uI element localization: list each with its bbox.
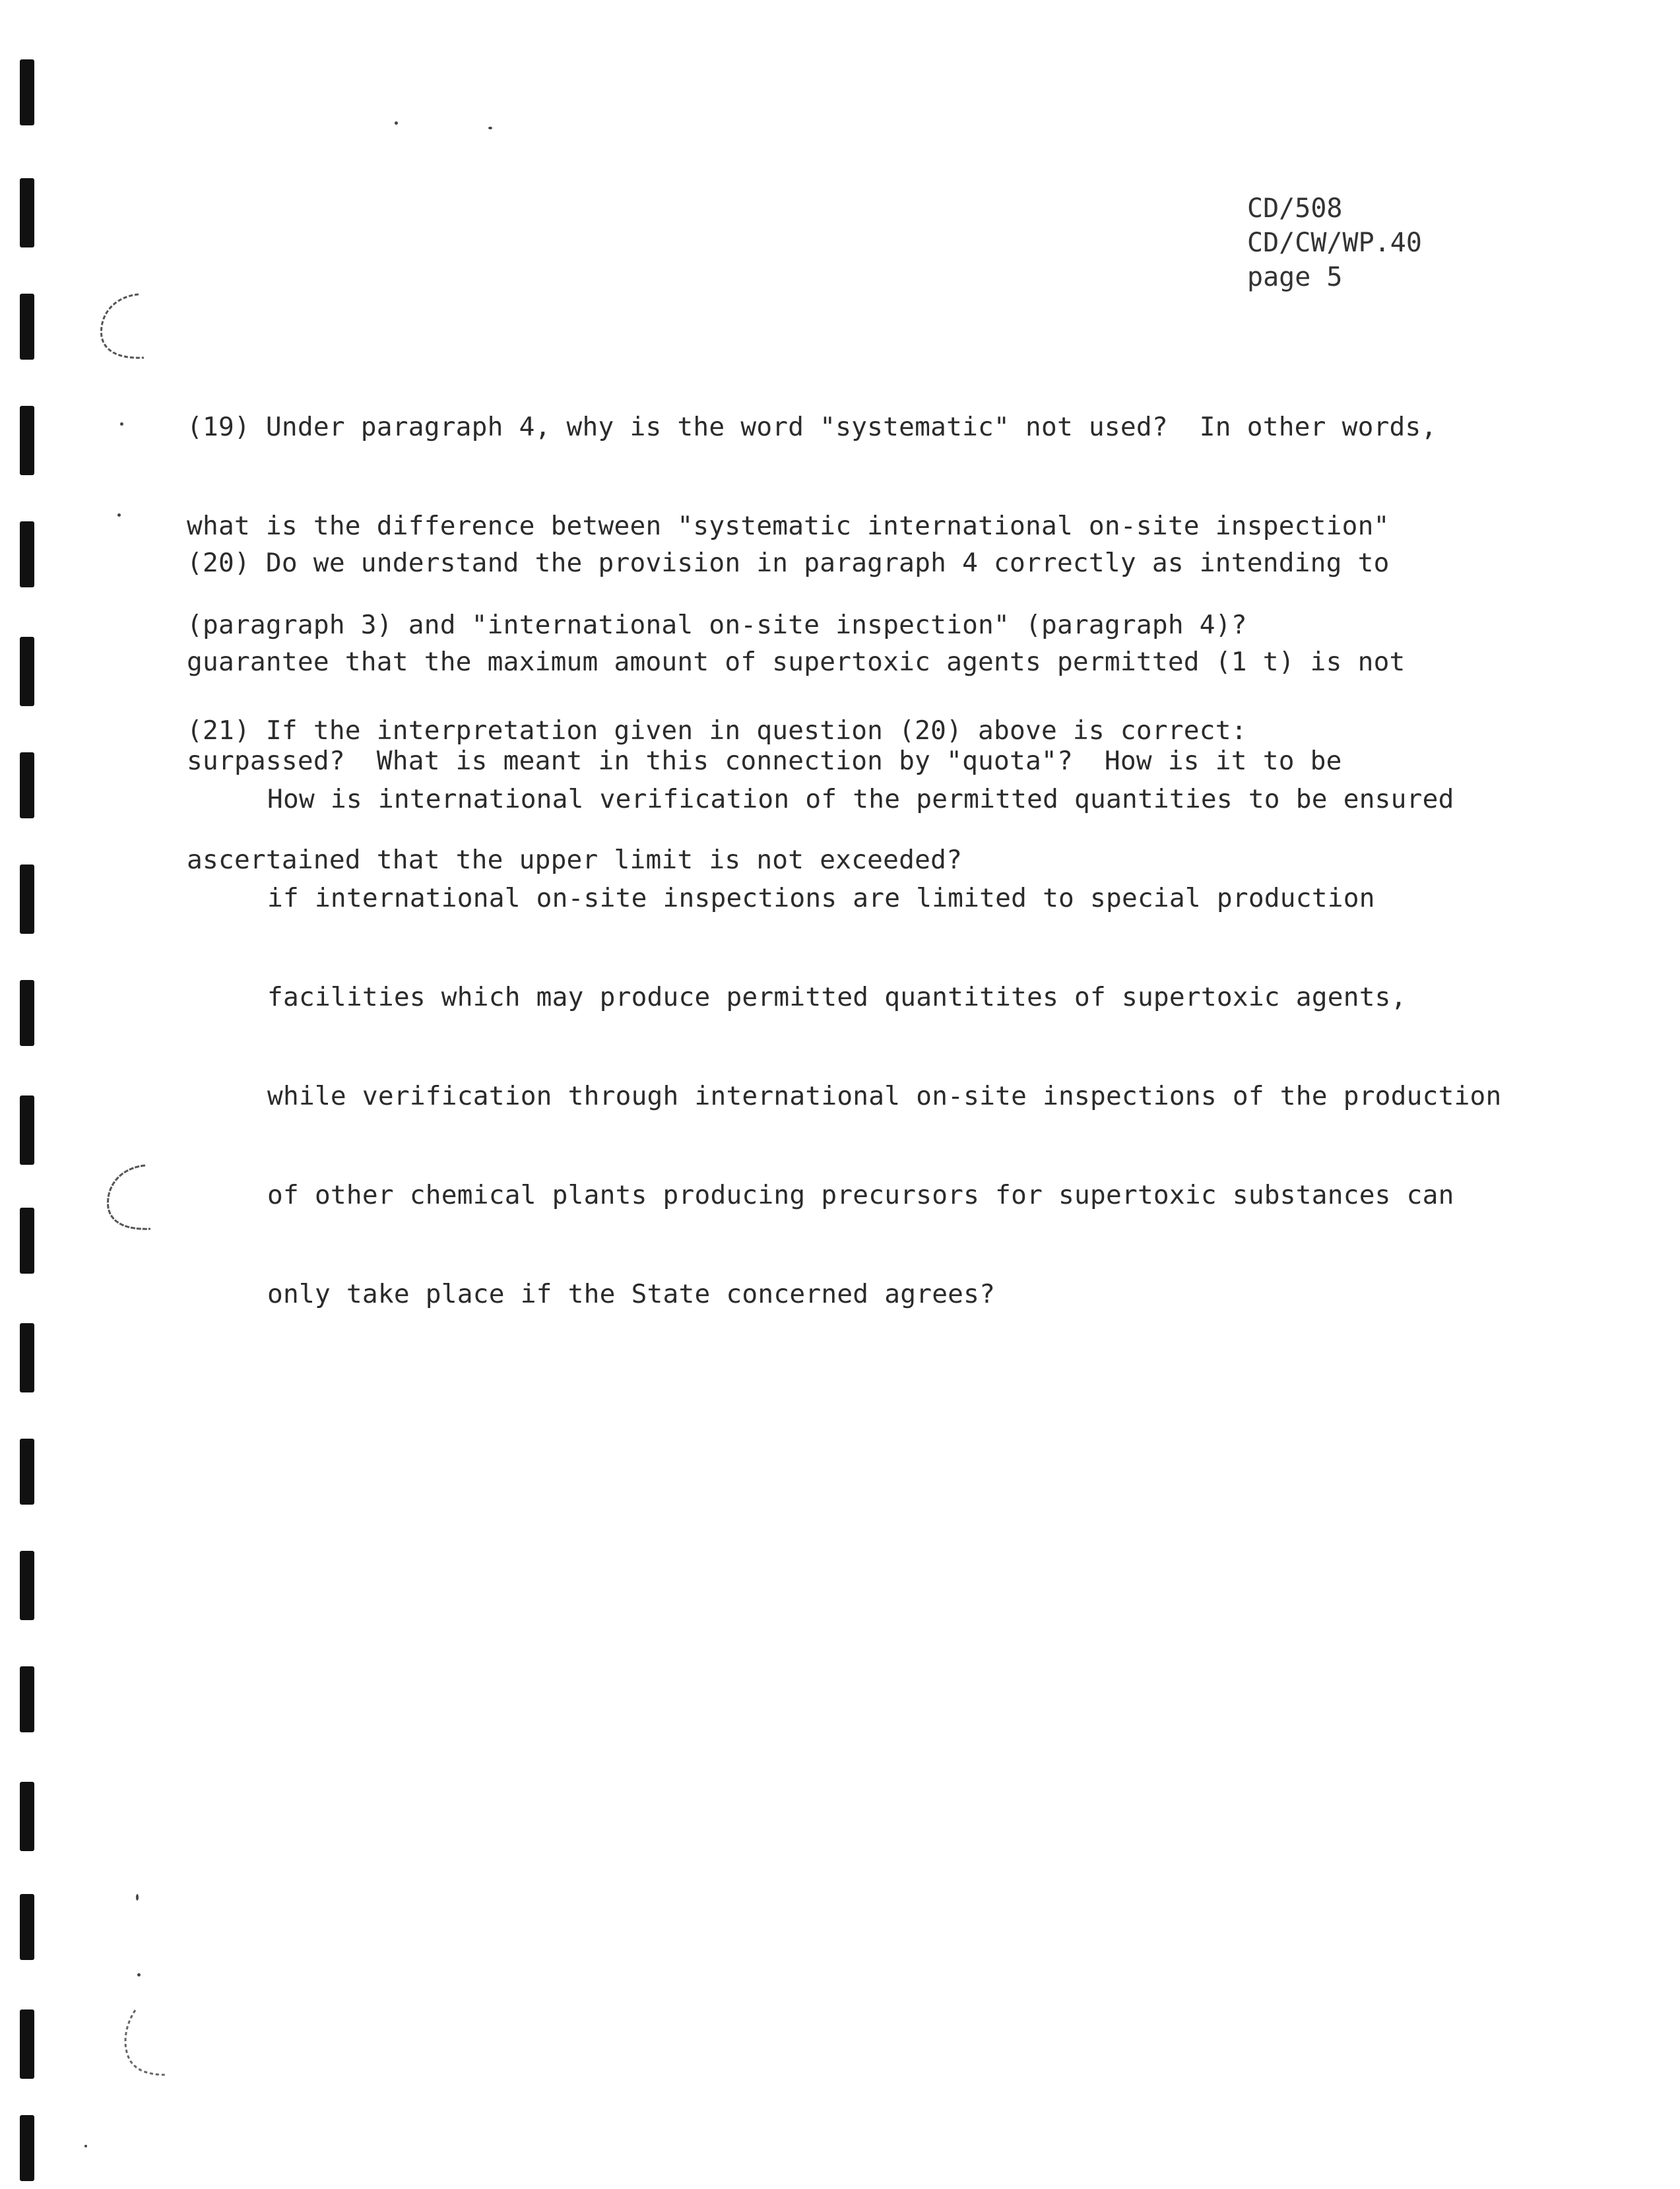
question-line: of other chemical plants producing precursors for supertoxic substances can (267, 1180, 1454, 1210)
question-line: what is the difference between "systematic international on-site inspection" (187, 511, 1390, 541)
page-number: page 5 (1247, 262, 1343, 292)
scan-speck (137, 1973, 141, 1977)
binding-mark (20, 637, 34, 706)
question-line: (21) If the interpretation given in question (20) above is correct: (187, 715, 1247, 746)
document-reference (1247, 191, 1422, 294)
scan-speck (136, 1894, 139, 1901)
question-line: only take place if the State concerned agrees? (267, 1279, 996, 1309)
question-line: How is international verification of the permitted quantities to be ensured (267, 784, 1454, 814)
question-line: ascertained that the upper limit is not exceeded? (187, 845, 963, 875)
scan-speck (395, 121, 398, 125)
binding-mark (20, 1666, 34, 1732)
scan-speck (84, 2145, 87, 2147)
scan-speck (488, 127, 492, 129)
question-line: guarantee that the maximum amount of supertoxic agents permitted (1 t) is not (187, 647, 1405, 677)
punch-hole-middle (99, 1161, 158, 1234)
binding-mark (20, 752, 34, 818)
question-line: (20) Do we understand the provision in paragraph 4 correctly as intending to (187, 548, 1390, 578)
binding-mark (20, 1208, 34, 1274)
binding-mark (20, 521, 34, 587)
binding-mark (20, 178, 34, 247)
punch-hole-top (92, 290, 152, 363)
binding-mark (20, 59, 34, 125)
question-line: (paragraph 3) and "international on-site inspection" (paragraph 4)? (187, 610, 1247, 640)
binding-mark (20, 1439, 34, 1505)
scan-speck (117, 513, 121, 517)
binding-mark (20, 1782, 34, 1851)
question-21-body (267, 717, 1502, 1377)
binding-mark (20, 294, 34, 360)
binding-mark (20, 980, 34, 1046)
question-line: while verification through international on-site inspections of the production (267, 1081, 1502, 1111)
punch-hole-bottom (115, 2006, 175, 2079)
question-line: facilities which may produce permitted quantitites of supertoxic agents, (267, 982, 1407, 1012)
question-line: surpassed? What is meant in this connection by "quota"? How is it to be (187, 746, 1342, 776)
binding-mark (20, 1894, 34, 1960)
binding-mark (20, 2115, 34, 2181)
scan-speck (120, 422, 123, 426)
question-line: if international on-site inspections are limited to special production (267, 883, 1375, 913)
question-line: (19) Under paragraph 4, why is the word "systematic" not used? In other words, (187, 412, 1437, 442)
binding-mark (20, 1551, 34, 1620)
binding-mark (20, 865, 34, 934)
binding-mark (20, 2009, 34, 2079)
binding-mark (20, 406, 34, 475)
binding-mark (20, 1323, 34, 1392)
document-symbol: CD/508 (1247, 193, 1343, 224)
binding-mark (20, 1095, 34, 1165)
working-paper-symbol: CD/CW/WP.40 (1247, 228, 1422, 258)
